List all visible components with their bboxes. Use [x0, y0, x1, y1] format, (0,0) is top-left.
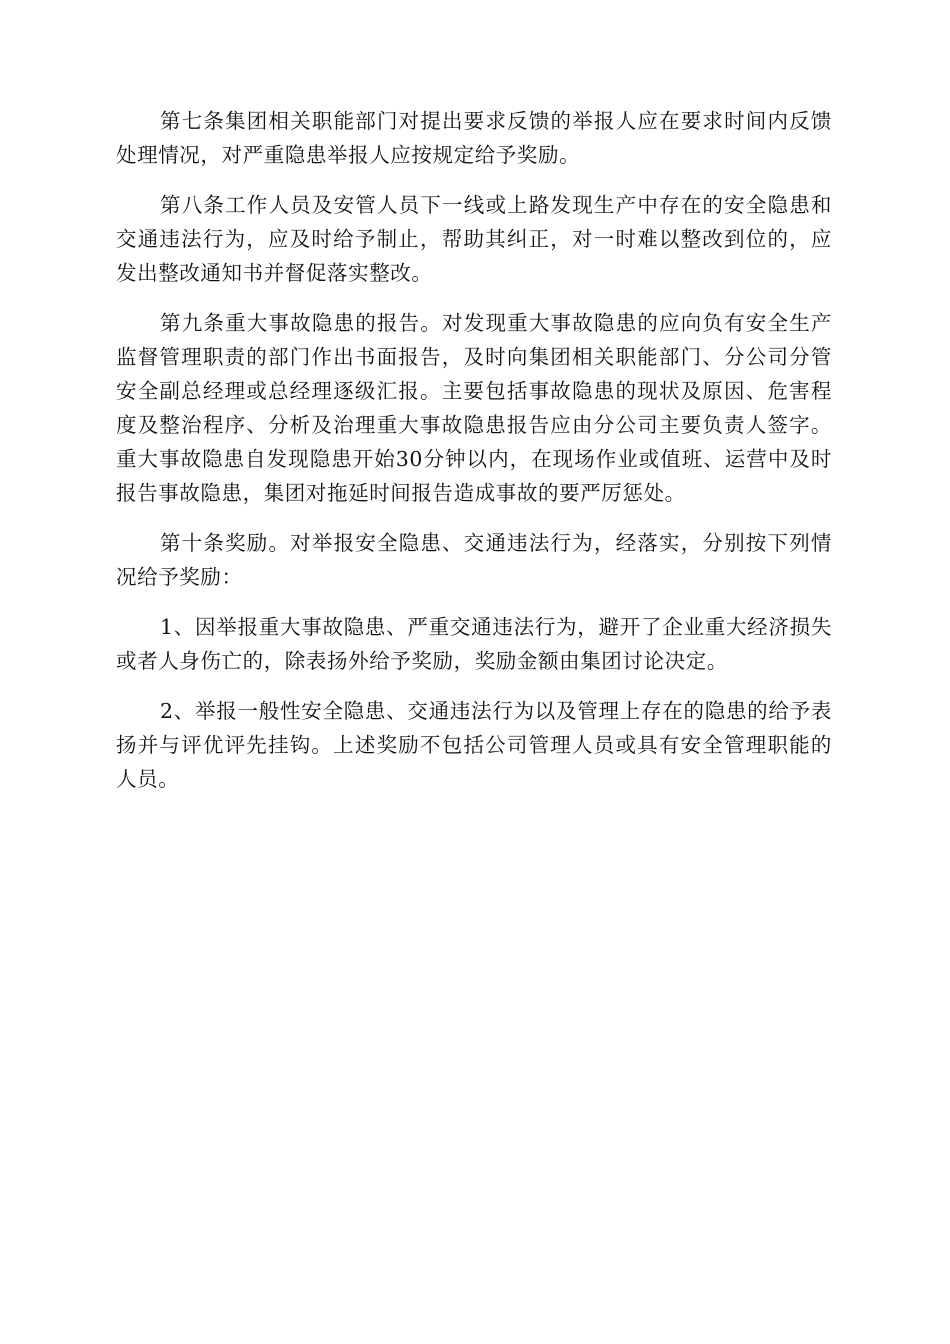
reward-item-2: 2、举报一般性安全隐患、交通违法行为以及管理上存在的隐患的给予表扬并与评优评先挂钩。上述奖励不包括公司管理人员或具有安全管理职能的人员。 [116, 699, 832, 791]
article-8-paragraph: 第八条工作人员及安管人员下一线或上路发现生产中存在的安全隐患和交通违法行为，应及时给予制止，帮助其纠正，对一时难以整改到位的，应发出整改通知书并督促落实整改。 [116, 193, 832, 285]
reward-item-1: 1、因举报重大事故隐患、严重交通违法行为，避开了企业重大经济损失或者人身伤亡的，除表扬外给予奖励，奖励金额由集团讨论决定。 [116, 615, 832, 673]
article-7-paragraph: 第七条集团相关职能部门对提出要求反馈的举报人应在要求时间内反馈处理情况，对严重隐患举报人应按规定给予奖励。 [116, 109, 832, 167]
article-10-paragraph: 第十条奖励。对举报安全隐患、交通违法行为，经落实，分别按下列情况给予奖励： [116, 531, 832, 589]
document-body [116, 104, 832, 812]
article-9-paragraph: 第九条重大事故隐患的报告。对发现重大事故隐患的应向负有安全生产监督管理职责的部门作出书面报告，及时向集团相关职能部门、分公司分管安全副总经理或总经理逐级汇报。主要包括事故隐患的现状及原因、危害程度及整治程序、分析及治理重大事故隐患报告应由分公司主要负责人签字。重大事故隐患自发现隐患开始30分钟以内，在现场作业或值班、运营中及时报告事故隐患，集团对拖延时间报告造成事故的要严厉惩处。 [116, 311, 832, 505]
